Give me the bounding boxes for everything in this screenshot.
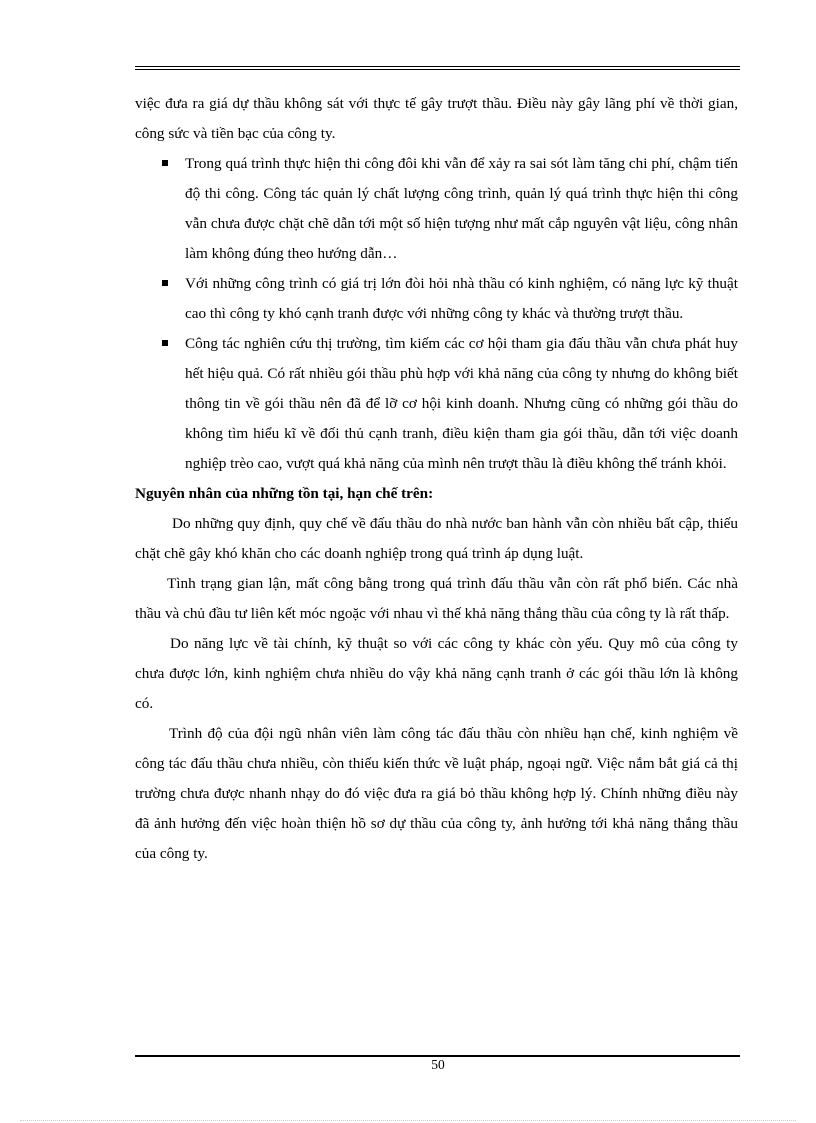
page-body — [135, 89, 738, 869]
list-item-text: Với những công trình có giá trị lớn đòi hỏi nhà thầu có kinh nghiệm, có năng lực kỹ thuật cao thì công ty khó cạnh tranh được với những công ty khác và thường trượt thầu. — [185, 275, 738, 322]
page-number-text: 50 — [431, 1057, 445, 1072]
body-paragraph: Do năng lực về tài chính, kỹ thuật so với các công ty khác còn yếu. Quy mô của công ty chưa được lớn, kinh nghiệm chưa nhiều do vậy khả năng cạnh tranh ở các gói thầu lớn là không có. — [135, 635, 738, 712]
page-edge-divider — [20, 1120, 796, 1121]
square-bullet-icon — [162, 160, 168, 166]
body-paragraph: Trình độ của đội ngũ nhân viên làm công tác đấu thầu còn nhiều hạn chế, kinh nghiệm về công tác đấu thầu chưa nhiều, còn thiếu kiến thức về luật pháp, ngoại ngữ. Việc nắm bắt giá cả thị trường chưa được nhanh nhạy do đó việc đưa ra giá bỏ thầu không hợp lý. Chính những điều này đã ảnh hưởng đến việc hoàn thiện hồ sơ dự thầu của công ty, ảnh hưởng tới khả năng thắng thầu của công ty. — [135, 725, 738, 862]
section-heading: Nguyên nhân của những tồn tại, hạn chế trên: — [135, 485, 434, 502]
header-rule-bottom — [135, 69, 740, 70]
list-item — [135, 149, 738, 269]
list-item-text: Công tác nghiên cứu thị trường, tìm kiếm các cơ hội tham gia đấu thầu vẫn chưa phát huy hết hiệu quả. Có rất nhiều gói thầu phù hợp với khả năng của công ty nhưng do không biết thông tin về gói thầu nên đã để lỡ cơ hội kinh doanh. Nhưng cũng có những gói thầu do không tìm hiểu kĩ về đối thủ cạnh tranh, điều kiện tham gia gói thầu, dẫn tới việc doanh nghiệp trèo cao, vượt quá khả năng của mình nên trượt thầu là điều không thể tránh khỏi. — [185, 335, 738, 472]
square-bullet-icon — [162, 340, 168, 346]
list-item — [135, 329, 738, 479]
list-item-text: Trong quá trình thực hiện thi công đôi khi vẫn để xảy ra sai sót làm tăng chi phí, chậm tiến độ thi công. Công tác quản lý chất lượng công trình, quản lý quá trình thực hiện thi công vẫn chưa được chặt chẽ dẫn tới một số hiện tượng như mất cắp nguyên vật liệu, công nhân làm không đúng theo hướng dẫn… — [185, 155, 738, 262]
page-number — [30, 1057, 816, 1073]
intro-paragraph: việc đưa ra giá dự thầu không sát với thực tế gây trượt thầu. Điều này gây lãng phí về thời gian, công sức và tiền bạc của công ty. — [135, 95, 738, 142]
list-item — [135, 269, 738, 329]
body-paragraph: Tình trạng gian lận, mất công bằng trong quá trình đấu thầu vẫn còn rất phổ biến. Các nhà thầu và chủ đầu tư liên kết móc ngoặc với nhau vì thế khả năng thắng thầu của công ty là rất thấp. — [135, 575, 738, 622]
header-rule-top — [135, 66, 740, 67]
bullet-list — [135, 149, 738, 479]
square-bullet-icon — [162, 280, 168, 286]
body-paragraph: Do những quy định, quy chế về đấu thầu do nhà nước ban hành vẫn còn nhiều bất cập, thiếu chặt chẽ gây khó khăn cho các doanh nghiệp trong quá trình áp dụng luật. — [135, 515, 738, 562]
